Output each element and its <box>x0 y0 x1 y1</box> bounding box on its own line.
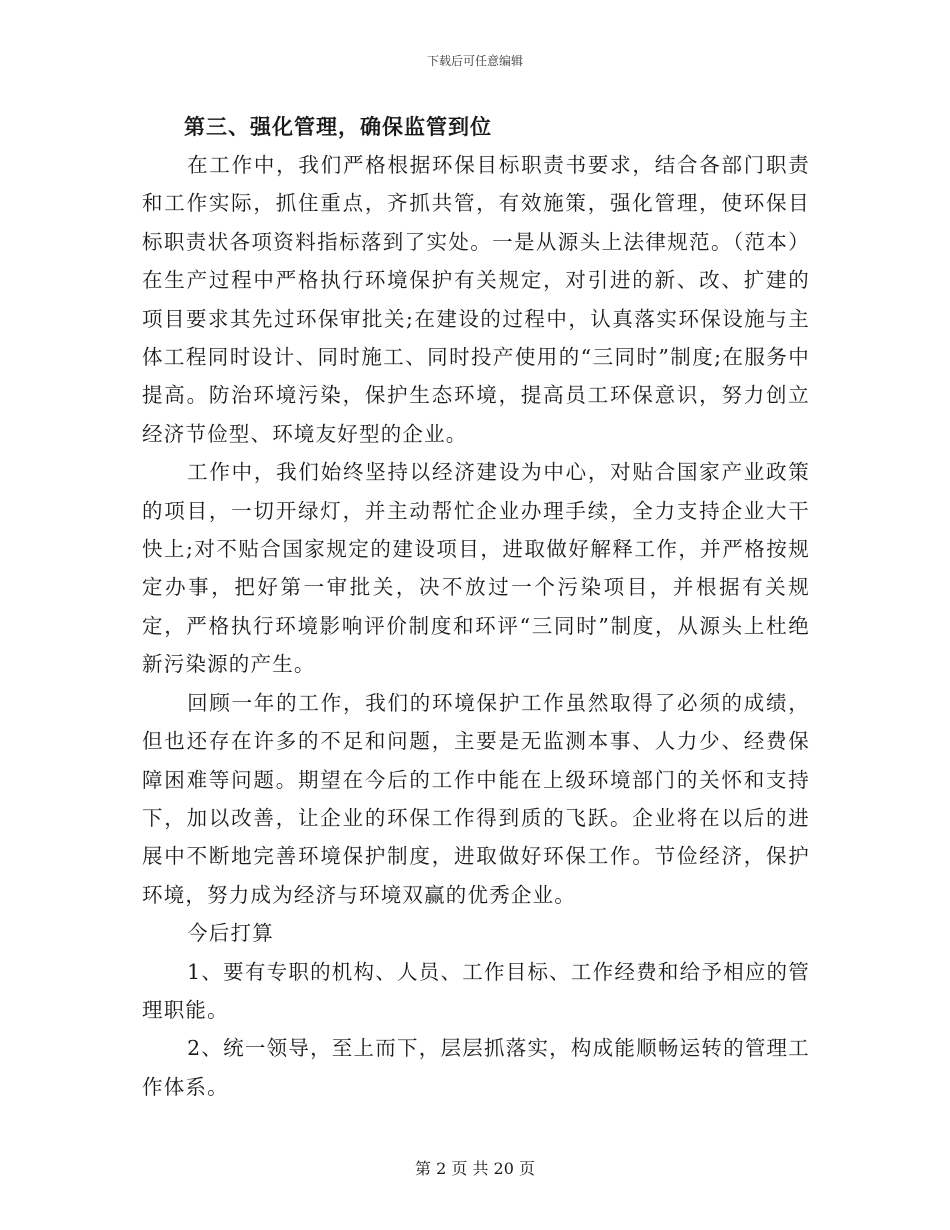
paragraph-economic-construction: 工作中，我们始终坚持以经济建设为中心，对贴合国家产业政策的项目，一切开绿灯，并主动帮忙企业办理手续，全力支持企业大干快上;对不贴合国家规定的建设项目，进取做好解释工作，并严格按规定办事，把好第一审批关，决不放过一个污染项目，并根据有关规定，严格执行环境影响评价制度和环评“三同时”制度，从源头上杜绝新污染源的产生。 <box>142 460 810 677</box>
list-item-plan-2: 2、统一领导，至上而下，层层抓落实，构成能顺畅运转的管理工作体系。 <box>142 1036 810 1099</box>
paragraph-year-review: 回顾一年的工作，我们的环境保护工作虽然取得了必须的成绩，但也还存在许多的不足和问题，主要是无监测本事、人力少、经费保障困难等问题。期望在今后的工作中能在上级环境部门的关怀和支持下，加以改善，让企业的环保工作得到质的飞跃。企业将在以后的进展中不断地完善环境保护制度，进取做好环保工作。节俭经济，保护环境，努力成为经济与环境双赢的优秀企业。 <box>142 690 810 907</box>
section-heading: 第三、强化管理，确保监管到位 <box>184 114 492 139</box>
document-body <box>142 108 810 1106</box>
list-item-plan-1: 1、要有专职的机构、人员、工作目标、工作经费和给予相应的管理职能。 <box>142 959 810 1022</box>
paragraph-future-plans-title: 今后打算 <box>187 921 274 946</box>
paragraph-environmental-targets: 在工作中，我们严格根据环保目标职责书要求，结合各部门职责和工作实际，抓住重点，齐抓共管，有效施策，强化管理，使环保目标职责状各项资料指标落到了实处。一是从源头上法律规范。（范本）在生产过程中严格执行环境保护有关规定，对引进的新、改、扩建的项目要求其先过环保审批关;在建设的过程中，认真落实环保设施与主体工程同时设计、同时施工、同时投产使用的“三同时”制度;在服务中提高。防治环境污染，保护生态环境，提高员工环保意识，努力创立经济节俭型、环境友好型的企业。 <box>142 153 810 446</box>
page-header: 下载后可任意编辑 <box>426 54 523 68</box>
page-number: 第 2 页 共 20 页 <box>415 1159 535 1178</box>
